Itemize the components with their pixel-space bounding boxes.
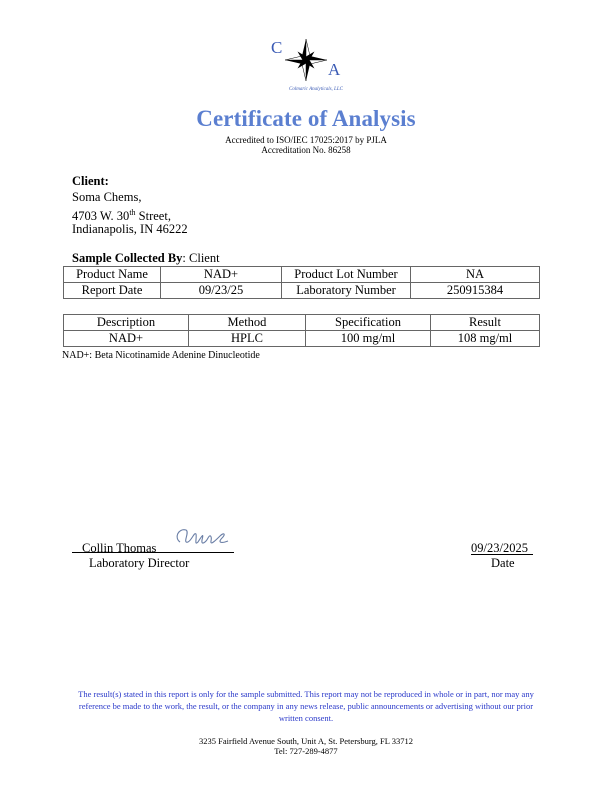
table-cell: NA: [411, 267, 540, 283]
logo-letter-c: C: [271, 38, 283, 57]
table-header-row: [64, 315, 540, 331]
client-heading: Client:: [72, 174, 109, 188]
footnote: NAD+: Beta Nicotinamide Adenine Dinucleotide: [62, 350, 260, 361]
client-street: 4703 W. 30th Street,: [72, 208, 171, 223]
table-cell: 100 mg/ml: [306, 331, 431, 347]
table-cell: Report Date: [64, 283, 161, 299]
product-info-table: [63, 266, 540, 299]
footer-phone: Tel: 727-289-4877: [274, 746, 338, 756]
column-header: Specification: [306, 315, 431, 331]
column-header: Result: [431, 315, 540, 331]
date-line: [471, 554, 533, 555]
table-cell: 250915384: [411, 283, 540, 299]
table-cell: Product Lot Number: [282, 267, 411, 283]
table-cell: Product Name: [64, 267, 161, 283]
column-header: Method: [189, 315, 306, 331]
signature-date: 09/23/2025: [471, 541, 528, 555]
table-cell: Laboratory Number: [282, 283, 411, 299]
document-title: Certificate of Analysis: [196, 106, 416, 131]
handwritten-signature-icon: [172, 526, 230, 550]
logo-letter-a: A: [328, 60, 341, 79]
signer-name: Collin Thomas: [82, 541, 157, 555]
signature-line: [72, 552, 234, 553]
client-name: Soma Chems,: [72, 190, 142, 204]
table-row: [64, 331, 540, 347]
table-cell: 108 mg/ml: [431, 331, 540, 347]
sample-collected-by: Sample Collected By: Client: [72, 251, 220, 265]
accreditation-text: Accredited to ISO/IEC 17025:2017 by PJLA: [225, 135, 387, 145]
signer-role: Laboratory Director: [89, 556, 190, 570]
footer-address: 3235 Fairfield Avenue South, Unit A, St. Petersburg, FL 33712: [199, 736, 413, 746]
date-label: Date: [491, 556, 515, 570]
logo-tagline: Colmaric Analyticals, LLC: [289, 87, 343, 92]
table-cell: NAD+: [64, 331, 189, 347]
analysis-results-table: [63, 314, 540, 347]
table-row: [64, 283, 540, 299]
table-cell: 09/23/25: [161, 283, 282, 299]
disclaimer: The result(s) stated in this report is only for the sample submitted. This report may not be reproduced in whole or in part, nor may any reference be made to the work, the result, or the company in any news release, public announcements or advertising without our prior written consent.: [78, 689, 534, 723]
table-cell: NAD+: [161, 267, 282, 283]
table-cell: HPLC: [189, 331, 306, 347]
table-row: [64, 267, 540, 283]
accreditation-number: Accreditation No. 86258: [261, 145, 351, 155]
column-header: Description: [64, 315, 189, 331]
client-city: Indianapolis, IN 46222: [72, 222, 188, 236]
